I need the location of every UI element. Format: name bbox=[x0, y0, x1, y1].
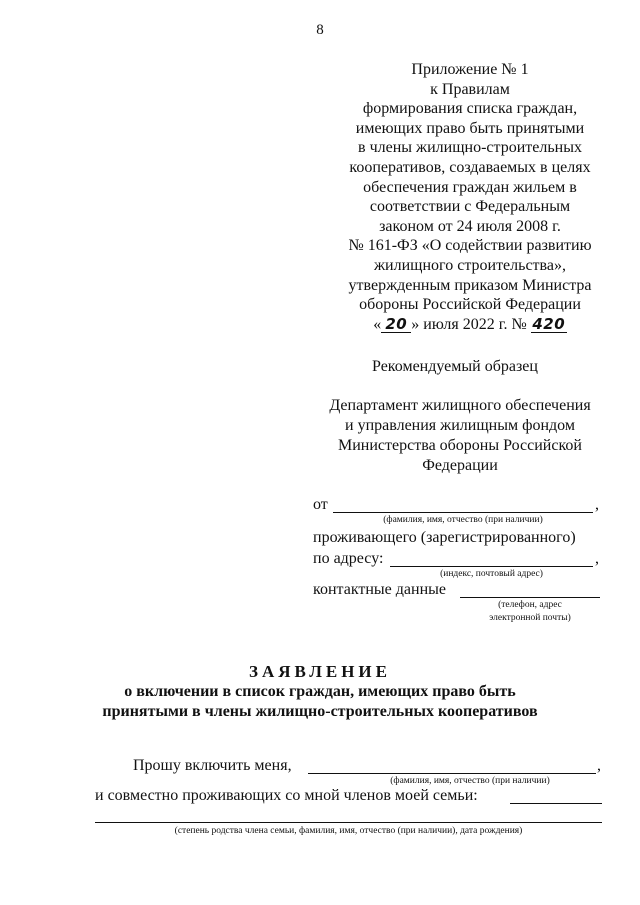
sample-label: Рекомендуемый образец bbox=[372, 358, 538, 375]
appendix-line: кооперативов, создаваемых в целях bbox=[349, 158, 591, 176]
from-label: от bbox=[313, 496, 328, 513]
contacts-caption-1: (телефон, адрес bbox=[498, 600, 562, 610]
subtitle-line: о включении в список граждан, имеющих право быть bbox=[124, 683, 516, 700]
residing-label: проживающего (зарегистрированного) bbox=[313, 529, 576, 546]
department-line: Министерства обороны Российской bbox=[338, 437, 582, 454]
statement-subtitle bbox=[0, 682, 640, 722]
appendix-line: в члены жилищно-строительных bbox=[358, 139, 582, 157]
family-input-line-2[interactable] bbox=[95, 822, 602, 823]
appendix-line: утвержденным приказом Министра bbox=[348, 276, 592, 294]
department-line: и управления жилищным фондом bbox=[345, 417, 575, 434]
appendix-line: № 161-ФЗ «О содействии развитию bbox=[348, 237, 592, 255]
contacts-label: контактные данные bbox=[313, 581, 446, 598]
handwritten-day: 20 bbox=[381, 316, 411, 333]
department-line: Департамент жилищного обеспечения bbox=[329, 397, 591, 414]
from-input-line[interactable] bbox=[333, 512, 593, 513]
request-label: Прошу включить меня, bbox=[133, 757, 292, 774]
appendix-line: законом от 24 июля 2008 г. bbox=[379, 217, 561, 235]
address-comma: , bbox=[595, 550, 599, 567]
family-label: и совместно проживающих со мной членов моей семьи: bbox=[95, 787, 478, 804]
statement-title: ЗАЯВЛЕНИЕ bbox=[248, 662, 391, 681]
appendix-line: обеспечения граждан жильем в bbox=[363, 178, 577, 196]
contacts-input-line[interactable] bbox=[460, 597, 600, 598]
handwritten-order-number: 420 bbox=[532, 314, 566, 333]
from-comma: , bbox=[595, 496, 599, 513]
date-rest: » июля 2022 г. № bbox=[411, 315, 527, 333]
address-caption: (индекс, почтовый адрес) bbox=[440, 569, 543, 579]
appendix-line: Приложение № 1 bbox=[411, 61, 529, 78]
request-comma: , bbox=[597, 757, 601, 774]
contacts-caption-2: электронной почты) bbox=[489, 613, 571, 623]
request-caption: (фамилия, имя, отчество (при наличии) bbox=[390, 776, 550, 786]
request-input-line[interactable] bbox=[308, 773, 596, 774]
page-number: 8 bbox=[316, 22, 324, 38]
family-caption: (степень родства члена семьи, фамилия, имя, отчество (при наличии), дата рождения) bbox=[174, 826, 523, 836]
address-input-line[interactable] bbox=[390, 566, 593, 567]
family-input-line-1[interactable] bbox=[510, 803, 602, 804]
appendix-line: формирования списка граждан, bbox=[362, 100, 578, 118]
department-line: Федерации bbox=[422, 457, 498, 474]
appendix-date-line bbox=[305, 315, 635, 335]
appendix-line: жилищного строительства», bbox=[374, 256, 566, 274]
subtitle-line: принятыми в члены жилищно-строительных кооперативов bbox=[102, 703, 538, 720]
department-addressee bbox=[300, 396, 620, 476]
date-open-quote: « bbox=[373, 315, 382, 333]
appendix-line: имеющих право быть принятыми bbox=[355, 119, 585, 137]
address-label: по адресу: bbox=[313, 550, 384, 567]
appendix-line: к Правилам bbox=[430, 80, 510, 98]
from-caption: (фамилия, имя, отчество (при наличии) bbox=[383, 515, 543, 525]
appendix-line: соответствии с Федеральным bbox=[369, 198, 571, 216]
appendix-header bbox=[305, 60, 635, 334]
appendix-line: обороны Российской Федерации bbox=[359, 296, 581, 314]
